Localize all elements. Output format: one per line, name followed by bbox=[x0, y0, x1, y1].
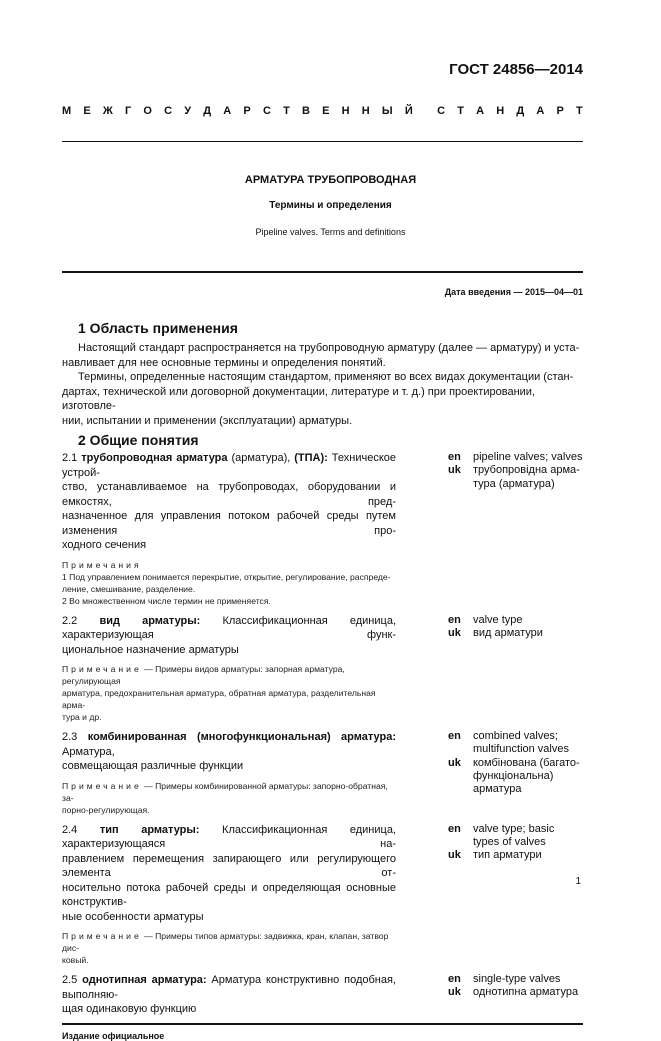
term-translations bbox=[448, 730, 583, 816]
note-label: Примечание bbox=[62, 780, 142, 791]
category-letter: У bbox=[184, 105, 192, 117]
term-note bbox=[62, 780, 396, 816]
note-line: — Примеры видов арматуры: запорная арматура, регулирующая bbox=[62, 664, 345, 686]
category-letter: Т bbox=[576, 105, 583, 117]
note-line: ковый. bbox=[62, 955, 89, 965]
definition-line: совмещающая различные функции bbox=[62, 760, 244, 772]
term-note bbox=[62, 663, 396, 723]
term-definition: Арматура, bbox=[62, 745, 115, 758]
term-definition-block bbox=[62, 973, 396, 1017]
document-title: АРМАТУРА ТРУБОПРОВОДНАЯ bbox=[244, 174, 417, 186]
section-1-body bbox=[62, 341, 583, 428]
text-line: Настоящий стандарт распространяется на трубопроводную арматуру (далее — арматуру) и уста- bbox=[78, 342, 580, 354]
category-letter: А bbox=[536, 105, 545, 117]
translation-text: valve type; basic bbox=[473, 822, 555, 835]
term-definition: Техническое устрой- bbox=[62, 452, 396, 479]
term-first-line bbox=[62, 973, 396, 1002]
term-number: 2.2 bbox=[62, 614, 78, 627]
note-title: Примечания bbox=[62, 559, 142, 570]
term-number: 2.4 bbox=[62, 823, 78, 836]
category-letter: Г bbox=[124, 105, 132, 117]
lang-label-en: en bbox=[448, 613, 461, 626]
definition-line: ство, устанавливаемое на трубопроводах, оборудовании и емкостях, пред- bbox=[62, 481, 396, 508]
translation-text: трубопровідна арма- bbox=[473, 464, 580, 477]
category-letter: Т bbox=[457, 105, 464, 117]
lang-label-en: en bbox=[448, 451, 461, 463]
category-letter: Р bbox=[556, 105, 564, 117]
lang-label-en: en bbox=[448, 730, 461, 742]
term-name: комбинированная (многофункциональная) арматура: bbox=[87, 731, 396, 743]
note-line: порно-регулирующая. bbox=[62, 804, 150, 815]
category-letter: Р bbox=[243, 105, 251, 117]
term-translations bbox=[448, 823, 583, 967]
category-letter: Е bbox=[322, 105, 330, 117]
category-letter: Д bbox=[203, 105, 212, 117]
text-line: Термины, определенные настоящим стандартом, применяют во всех видах документации (стан- bbox=[78, 371, 574, 383]
term-definition-block bbox=[62, 730, 396, 774]
category-letter: Н bbox=[341, 105, 350, 117]
definition-line: циональное назначение арматуры bbox=[62, 643, 239, 656]
edition-label: Издание официальное bbox=[62, 1030, 165, 1041]
en-translation bbox=[448, 730, 583, 743]
term-name: однотипная арматура: bbox=[82, 974, 207, 986]
divider bbox=[62, 271, 583, 273]
uk-translation bbox=[448, 849, 583, 862]
term-entry bbox=[62, 973, 583, 1017]
page-number: 1 bbox=[575, 876, 581, 887]
term-first-line bbox=[62, 614, 396, 643]
translation-text: multifunction valves bbox=[473, 743, 569, 756]
lang-label-en: en bbox=[448, 822, 461, 835]
category-letter: В bbox=[301, 105, 310, 117]
category-letter: Д bbox=[516, 105, 525, 117]
category-letter: Т bbox=[283, 105, 290, 117]
translation-text: pipeline valves; valves bbox=[473, 451, 583, 463]
en-translation bbox=[448, 743, 583, 756]
en-translation bbox=[448, 614, 583, 627]
translation-text: однотипна арматура bbox=[473, 986, 579, 999]
category-letter: А bbox=[476, 105, 485, 117]
translation-text: types of valves bbox=[473, 835, 546, 848]
uk-translation bbox=[448, 478, 583, 491]
en-translation bbox=[448, 451, 583, 464]
lang-label-uk: uk bbox=[448, 756, 461, 769]
term-entry bbox=[62, 823, 583, 967]
note-label: Примечание bbox=[62, 664, 142, 674]
document-body bbox=[62, 320, 583, 1041]
lang-label-uk: uk bbox=[448, 626, 461, 639]
note-line: арматура, предохранительная арматура, обратная арматура, разделительная арма- bbox=[62, 688, 376, 710]
translation-text: valve type bbox=[473, 613, 523, 626]
term-number: 2.3 bbox=[62, 731, 78, 743]
definition-line: щая одинаковую функцию bbox=[62, 1003, 197, 1015]
definition-line: носительно потока рабочей среды и определяющая основные конструктив- bbox=[62, 881, 396, 908]
en-translation bbox=[448, 836, 583, 849]
category-letter: С bbox=[437, 105, 446, 117]
uk-translation bbox=[448, 770, 583, 783]
text-line: нии, испытании и применении (эксплуатации) арматуры. bbox=[62, 414, 353, 427]
term-first-line bbox=[62, 730, 396, 759]
divider bbox=[62, 1023, 583, 1025]
term-definition: Классификационная единица, характеризующая функ- bbox=[62, 614, 396, 641]
uk-translation bbox=[448, 757, 583, 770]
note-line: 1 Под управлением понимается перекрытие, открытие, регулирование, распреде- bbox=[62, 571, 391, 582]
note-line: тура и др. bbox=[62, 712, 102, 722]
translation-text: тип арматури bbox=[473, 849, 542, 862]
section-1-heading: 1 Область применения bbox=[78, 320, 238, 336]
terms-list bbox=[62, 451, 583, 1017]
translation-text: combined valves; bbox=[473, 730, 558, 742]
category-letter: С bbox=[164, 105, 173, 117]
english-title: Pipeline valves. Terms and definitions bbox=[255, 227, 406, 237]
term-translations bbox=[448, 973, 583, 1017]
note-line: 2 Во множественном числе термин не применяется. bbox=[62, 595, 271, 606]
term-first-line bbox=[62, 823, 396, 852]
uk-translation bbox=[448, 464, 583, 477]
standard-number: ГОСТ 24856—2014 bbox=[449, 61, 583, 78]
note-line: — Примеры типов арматуры: задвижка, кран, клапан, затвор дис- bbox=[62, 931, 389, 953]
category-letter: Ы bbox=[381, 105, 393, 117]
category-letter: Й bbox=[404, 105, 413, 117]
term-abbr: (ТПА): bbox=[294, 452, 328, 464]
term-translations bbox=[448, 451, 583, 607]
translation-text: функціональна) bbox=[473, 769, 554, 782]
note-line: — Примеры комбинированной арматуры: запорно-обратная, за- bbox=[62, 780, 388, 803]
translation-text: вид арматури bbox=[473, 626, 543, 639]
term-entry bbox=[62, 451, 583, 607]
category-letter: А bbox=[223, 105, 232, 117]
effective-date: Дата введения — 2015—04—01 bbox=[444, 287, 583, 297]
term-entry bbox=[62, 614, 583, 724]
uk-translation bbox=[448, 986, 583, 999]
lang-label-uk: uk bbox=[448, 986, 461, 999]
category-letter: М bbox=[62, 105, 72, 117]
uk-translation bbox=[448, 783, 583, 796]
term-first-line bbox=[62, 451, 396, 480]
term-note bbox=[62, 559, 396, 607]
category-letter: С bbox=[262, 105, 271, 117]
standard-category bbox=[62, 105, 583, 117]
term-definition-block bbox=[62, 823, 396, 925]
en-translation bbox=[448, 973, 583, 986]
definition-line: ные особенности арматуры bbox=[62, 910, 204, 923]
term-definition-block bbox=[62, 614, 396, 658]
divider bbox=[62, 141, 583, 142]
translation-text: комбінована (багато- bbox=[473, 756, 580, 769]
category-letter: Е bbox=[83, 105, 91, 117]
text-line: навливает для нее основные термины и определения понятий. bbox=[62, 356, 386, 369]
translation-text: single-type valves bbox=[473, 973, 561, 985]
term-name: трубопроводная арматура bbox=[81, 452, 228, 464]
document-subtitle: Термины и определения bbox=[269, 200, 392, 211]
term-synonym: (арматура), bbox=[227, 452, 295, 464]
category-letter: Н bbox=[361, 105, 370, 117]
translation-text: арматура bbox=[473, 783, 522, 796]
lang-label-uk: uk bbox=[448, 464, 461, 477]
en-translation bbox=[448, 823, 583, 836]
term-number: 2.1 bbox=[62, 452, 78, 464]
term-definition-block bbox=[62, 451, 396, 553]
term-number: 2.5 bbox=[62, 974, 78, 986]
term-definition: Классификационная единица, характеризующаяся на- bbox=[62, 823, 396, 850]
term-name: вид арматуры: bbox=[99, 614, 201, 627]
term-name: тип арматуры: bbox=[99, 823, 200, 836]
note-label: Примечание bbox=[62, 931, 142, 941]
term-entry bbox=[62, 730, 583, 816]
lang-label-en: en bbox=[448, 973, 461, 985]
section-2-heading: 2 Общие понятия bbox=[78, 432, 199, 448]
term-translations bbox=[448, 614, 583, 724]
category-letter: Ж bbox=[102, 105, 113, 117]
note-line: ление, смешивание, разделение. bbox=[62, 583, 196, 594]
definition-line: назначенное для управления потоком рабочей среды путем изменения про- bbox=[62, 510, 396, 537]
definition-line: правлением перемещения запирающего или регулирующего элемента от- bbox=[62, 852, 396, 879]
category-letter: О bbox=[143, 105, 152, 117]
term-definition: Арматура конструктивно подобная, выполняю- bbox=[62, 974, 396, 1001]
definition-line: ходного сечения bbox=[62, 539, 147, 551]
translation-text: тура (арматура) bbox=[473, 477, 555, 490]
category-letter: Н bbox=[496, 105, 505, 117]
term-note bbox=[62, 930, 396, 966]
uk-translation bbox=[448, 627, 583, 640]
lang-label-uk: uk bbox=[448, 849, 461, 862]
text-line: дартах, технической или договорной документации, литературе и т. д.) при проектировании, изготовле- bbox=[62, 385, 535, 412]
